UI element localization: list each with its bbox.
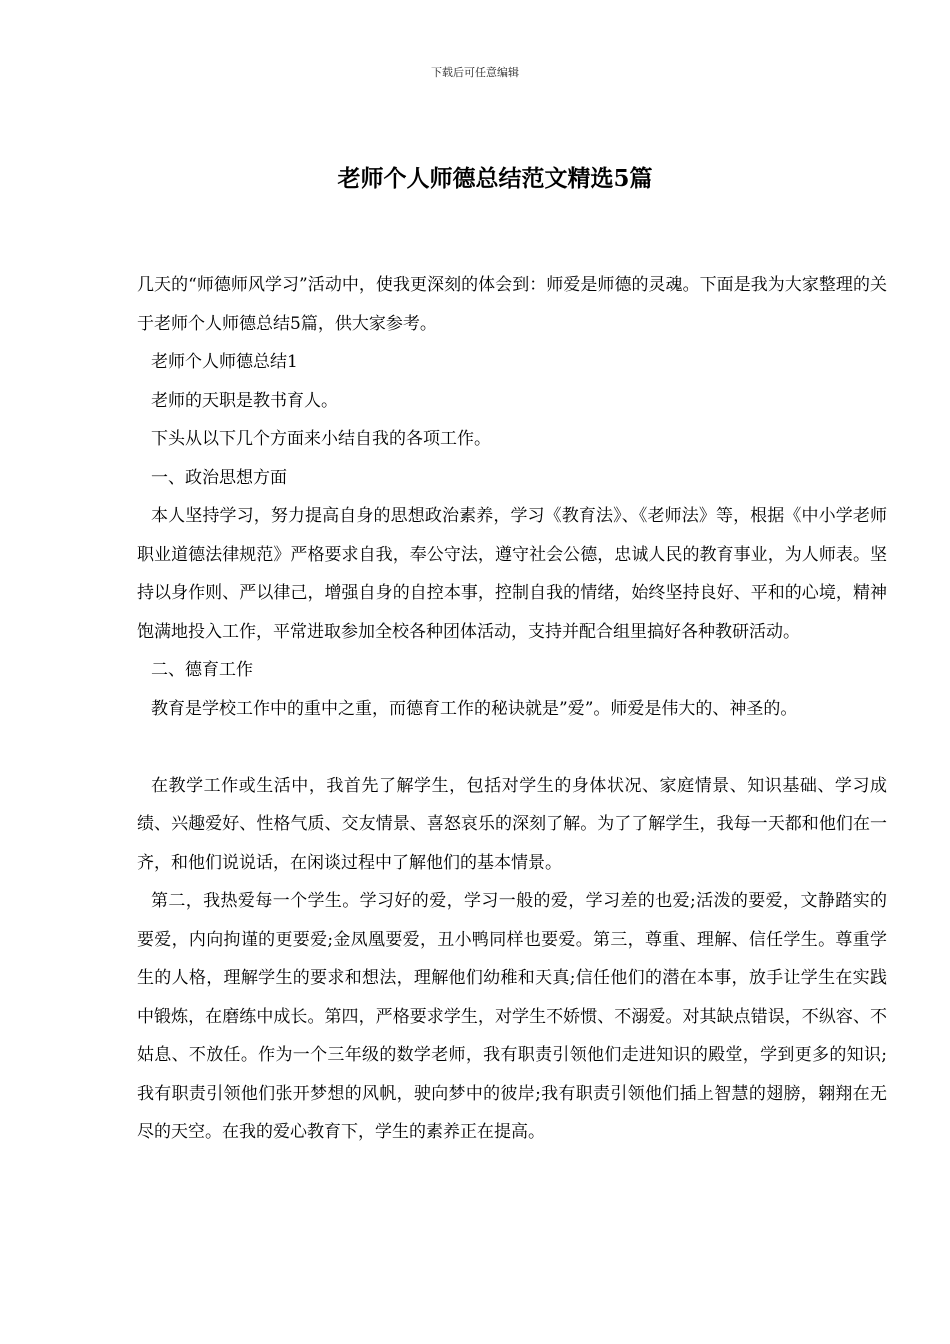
document-title: 老师个人师德总结范文精选5篇	[337, 165, 653, 192]
body-paragraph: 下头从以下几个方面来小结自我的各项工作。	[151, 429, 491, 449]
body-paragraph: 第二，我热爱每一个学生。学习好的爱，学习一般的爱，学习差的也爱;活泼的要爱，文静踏实的要爱，内向拘谨的更要爱;金凤凰要爱，丑小鸭同样也要爱。第三，尊重、理解、信任学生。尊重学生的人格，理解学生的要求和想法，理解他们幼稚和天真;信任他们的潜在本事，放手让学生在实践中锻炼，在磨练中成长。第四，严格要求学生，对学生不娇惯、不溺爱。对其缺点错误，不纵容、不姑息、不放任。作为一个三年级的数学老师，我有职责引领他们走进知识的殿堂，学到更多的知识;我有职责引领他们张开梦想的风帆，驶向梦中的彼岸;我有职责引领他们插上智慧的翅膀，翱翔在无尽的天空。在我的爱心教育下，学生的素养正在提高。	[137, 891, 887, 1142]
body-paragraph: 教育是学校工作中的重中之重，而德育工作的秘诀就是”爱”。师爱是伟大的、神圣的。	[151, 698, 798, 719]
body-paragraph: 在教学工作或生活中，我首先了解学生，包括对学生的身体状况、家庭情景、知识基础、学习成绩、兴趣爱好、性格气质、交友情景、喜怒哀乐的深刻了解。为了了解学生，我每一天都和他们在一齐，和他们说说话，在闲谈过程中了解他们的基本情景。	[137, 775, 887, 873]
section-heading-moral-education: 二、德育工作	[151, 660, 253, 680]
paragraph-spacer	[137, 728, 887, 767]
body-paragraph: 老师的天职是教书育人。	[151, 390, 338, 411]
section-heading-summary-1: 老师个人师德总结1	[151, 352, 298, 372]
document-body	[137, 266, 887, 1152]
header-note: 下载后可任意编辑	[431, 66, 519, 79]
body-paragraph: 本人坚持学习，努力提高自身的思想政治素养，学习《教育法》、《老师法》等，根据《中小学老师职业道德法律规范》严格要求自我，奉公守法，遵守社会公德，忠诚人民的教育事业，为人师表。坚持以身作则、严以律己，增强自身的自控本事，控制自我的情绪，始终坚持良好、平和的心境，精神饱满地投入工作，平常进取参加全校各种团体活动，支持并配合组里搞好各种教研活动。	[137, 506, 887, 642]
intro-paragraph: 几天的“师德师风学习”活动中，使我更深刻的体会到：师爱是师德的灵魂。下面是我为大家整理的关于老师个人师德总结5篇，供大家参考。	[137, 275, 887, 334]
section-heading-politics: 一、政治思想方面	[151, 467, 287, 488]
